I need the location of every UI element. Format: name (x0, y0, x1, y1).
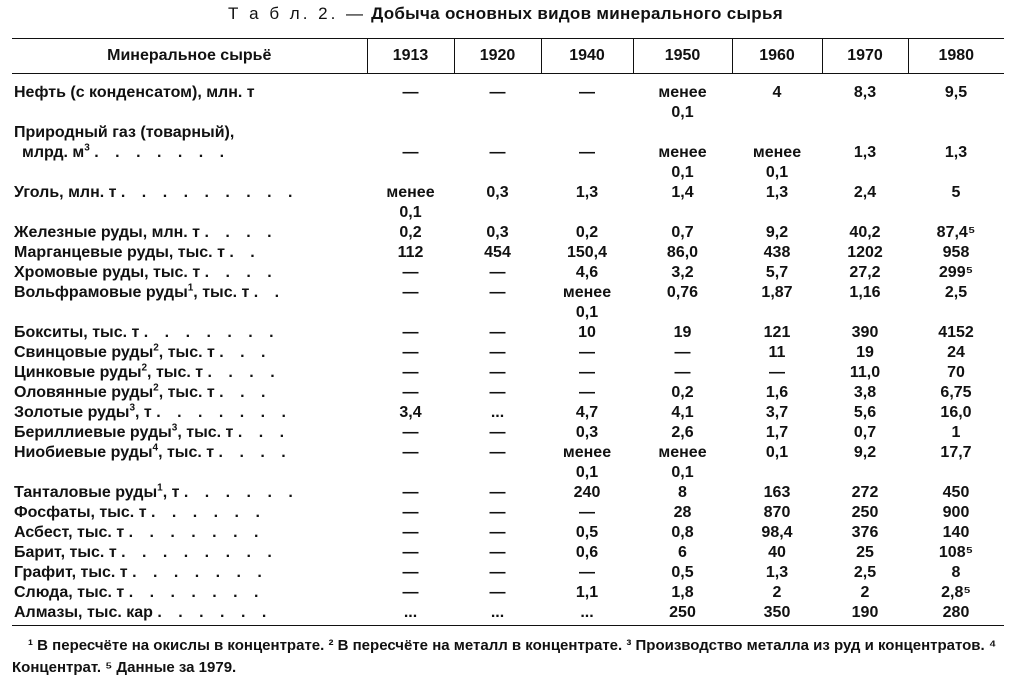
row-label-text: Фосфаты, тыс. т (14, 504, 147, 521)
value-cell: 0,7 (671, 224, 694, 241)
footnote-marker: 3 (129, 402, 136, 414)
table-row (12, 443, 1004, 483)
value-cell: — (402, 484, 419, 501)
value-cell: — (402, 544, 419, 561)
value-cell: 6,75 (940, 384, 972, 401)
value-cell: 6 (678, 544, 687, 561)
leader-dots: . . . (219, 344, 272, 361)
value-cell: — (489, 524, 506, 541)
table-row (12, 483, 1004, 503)
value-cell: менее 0,1 (658, 444, 707, 481)
value-cell: 0,7 (853, 424, 877, 441)
caption-title: Добыча основных видов минерального сырья (371, 4, 783, 23)
row-label-text: Алмазы, тыс. кар (14, 604, 153, 621)
row-label-text: Бокситы, тыс. т (14, 324, 140, 341)
value-cell: 1 (951, 424, 961, 441)
leader-dots: . . . . . . (150, 504, 266, 521)
value-cell: ... (454, 603, 541, 626)
value-cell: 24 (947, 344, 965, 361)
leader-dots: . . . . . . . . . (120, 184, 299, 201)
value-cell: 250 (633, 603, 732, 626)
value-cell: — (402, 284, 419, 301)
leader-dots: . . . . . . . . (121, 544, 278, 561)
value-cell: — (579, 364, 595, 381)
value-cell: 0,8 (671, 524, 694, 541)
value-cell: 870 (763, 504, 791, 521)
row-label-rest: , тыс. т (177, 424, 234, 441)
value-cell: — (402, 444, 419, 461)
value-cell: менее 0,1 (658, 144, 707, 181)
value-cell: — (489, 564, 506, 581)
value-cell: — (674, 344, 691, 361)
column-header: 1980 (908, 39, 1004, 74)
row-label (12, 283, 367, 323)
value-cell: — (489, 544, 506, 561)
row-label-rest: , тыс. т (158, 384, 215, 401)
value-cell: 1,3 (853, 144, 877, 161)
value-cell: 121 (763, 324, 791, 341)
row-label-rest: , т (135, 404, 152, 421)
row-label (12, 423, 367, 443)
value-cell: — (402, 344, 419, 361)
footnote-marker: 1 (187, 282, 194, 294)
value-cell: 0,2 (671, 384, 694, 401)
row-label (12, 583, 367, 603)
value-cell: 19 (673, 324, 692, 341)
row-label-rest: , тыс. т (158, 344, 215, 361)
value-cell: ... (541, 603, 633, 626)
table-row (12, 243, 1004, 263)
footnote-marker: 4 (152, 442, 159, 454)
value-cell: 0,2 (575, 224, 599, 241)
value-cell: 86,0 (666, 244, 699, 261)
value-cell: менее 0,1 (562, 444, 612, 481)
row-label (12, 343, 367, 363)
value-cell: 350 (732, 603, 822, 626)
leader-dots: . . . (219, 384, 272, 401)
row-label: Природный газ (товарный), млрд. $м^3$ . . . . . . . (12, 123, 367, 183)
table-row (12, 123, 1004, 183)
value-cell: 98,4 (761, 524, 793, 541)
column-header: Минеральное сырьё (12, 39, 367, 74)
value-cell: 2,4 (853, 184, 877, 201)
footnote-marker: 3 (84, 142, 90, 154)
table-row (12, 74, 1004, 124)
value-cell: 4 (772, 84, 782, 101)
table-row (12, 523, 1004, 543)
row-label-text: Асбест, тыс. т (14, 524, 125, 541)
value-cell: 250 (851, 504, 879, 521)
row-label (12, 243, 367, 263)
value-cell: 0,5 (575, 524, 599, 541)
value-cell: — (579, 384, 595, 401)
column-header: 1913 (367, 39, 454, 74)
table-row (12, 383, 1004, 403)
value-cell: 438 (763, 244, 791, 261)
value-cell: — (489, 444, 506, 461)
row-label-rest: , тыс. т (158, 444, 215, 461)
leader-dots: . . . . (207, 364, 281, 381)
value-cell: — (674, 364, 691, 381)
value-cell: 28 (673, 504, 692, 521)
value-cell: 190 (822, 603, 908, 626)
row-label-text: Ниобиевые руды (14, 444, 153, 461)
value-cell: 2 (860, 584, 870, 601)
value-cell: — (579, 564, 595, 581)
row-label-text: Оловянные руды (14, 384, 154, 401)
value-cell: 2,8⁵ (941, 584, 971, 601)
value-cell: 280 (908, 603, 1004, 626)
header-row (12, 39, 1004, 74)
value-cell: 0,3 (486, 224, 509, 241)
column-header: 1950 (633, 39, 732, 74)
value-cell: 1,3 (944, 144, 968, 161)
leader-dots: . . . . . . . (94, 144, 231, 161)
value-cell: 272 (851, 484, 879, 501)
table-row (12, 343, 1004, 363)
row-label-text: Свинцовые руды (14, 344, 154, 361)
row-label (12, 503, 367, 523)
leader-dots: . . (253, 284, 286, 301)
mineral-production-table (12, 38, 1004, 626)
value-cell: 0,6 (575, 544, 599, 561)
row-label (12, 563, 367, 583)
value-cell: 0,76 (666, 284, 699, 301)
value-cell: менее 0,1 (752, 144, 802, 181)
value-cell: 3,7 (765, 404, 789, 421)
value-cell: — (579, 504, 595, 521)
footnote-marker: 3 (171, 422, 178, 434)
value-cell: 8 (678, 484, 687, 501)
row-label (12, 263, 367, 283)
value-cell: 40,2 (849, 224, 881, 241)
table-row (12, 583, 1004, 603)
table-body (12, 74, 1004, 626)
footnote-marker: 1 (157, 482, 163, 494)
row-label (12, 363, 367, 383)
value-cell: ... (490, 404, 505, 421)
value-cell: 11 (768, 344, 786, 361)
value-cell: 958 (942, 244, 970, 261)
value-cell: 16,0 (940, 404, 972, 421)
value-cell: — (489, 264, 506, 281)
value-cell: — (579, 144, 595, 161)
value-cell: 1,16 (849, 284, 881, 301)
value-cell: — (769, 364, 785, 381)
row-label-text: Вольфрамовые руды (14, 284, 188, 301)
row-label-text: Барит, тыс. т (14, 544, 117, 561)
value-cell: 2,5 (853, 564, 877, 581)
value-cell: 19 (856, 344, 874, 361)
value-cell: 8,3 (853, 84, 877, 101)
value-cell: 140 (942, 524, 970, 541)
value-cell: 0,1 (765, 444, 789, 461)
value-cell: 9,2 (853, 444, 877, 461)
value-cell: 454 (484, 244, 511, 261)
value-cell: 1,6 (765, 384, 789, 401)
caption-prefix: Т а б л. 2. — (228, 4, 367, 23)
value-cell: — (579, 84, 595, 101)
value-cell: 150,4 (566, 244, 608, 261)
value-cell: 4,7 (575, 404, 599, 421)
value-cell: 5 (951, 184, 961, 201)
leader-dots: . . . . . . . (128, 584, 265, 601)
table-row (12, 403, 1004, 423)
row-label (12, 543, 367, 563)
value-cell: — (579, 344, 595, 361)
value-cell: 3,4 (399, 404, 422, 421)
table-row (12, 263, 1004, 283)
footnote-marker: 2 (153, 342, 159, 354)
value-cell: 1,3 (765, 184, 789, 201)
value-cell: менее 0,1 (562, 284, 612, 321)
row-label-text: Цинковые руды (14, 364, 142, 381)
row-label (12, 383, 367, 403)
leader-dots: . . . (237, 424, 291, 441)
value-cell: 163 (763, 484, 791, 501)
row-label-text: Нефть (с конденсатом), млн. т (14, 84, 255, 101)
value-cell: — (489, 324, 506, 341)
value-cell: — (402, 584, 419, 601)
value-cell: менее 0,1 (658, 84, 707, 121)
row-label-text: Слюда, тыс. т (14, 584, 125, 601)
row-label-text: Природный газ (товарный), (14, 124, 235, 141)
value-cell: 40 (768, 544, 786, 561)
value-cell: 11,0 (849, 364, 881, 381)
footnote-marker: 2 (153, 382, 159, 394)
value-cell: — (489, 504, 506, 521)
value-cell: 1,3 (575, 184, 599, 201)
value-cell: 450 (942, 484, 970, 501)
column-header: 1970 (822, 39, 908, 74)
leader-dots: . . (229, 244, 261, 261)
value-cell: 112 (397, 244, 424, 261)
value-cell: 2,6 (671, 424, 694, 441)
value-cell: — (402, 384, 419, 401)
leader-dots: . . . . . . . (156, 404, 292, 421)
table-row (12, 363, 1004, 383)
row-label-text: Хромовые руды, тыс. т (14, 264, 201, 281)
leader-dots: . . . . . . . (128, 524, 265, 541)
value-cell: 27,2 (849, 264, 881, 281)
row-label-text: Марганцевые руды, тыс. т (14, 244, 225, 261)
value-cell: 5,6 (853, 404, 877, 421)
table-caption (0, 4, 1011, 24)
leader-dots: . . . . . . (183, 484, 299, 501)
row-label (12, 523, 367, 543)
leader-dots: . . . . (204, 264, 278, 281)
value-cell: 3,8 (853, 384, 877, 401)
column-header: 1920 (454, 39, 541, 74)
value-cell: 1,4 (671, 184, 694, 201)
table-row (12, 323, 1004, 343)
value-cell: 376 (851, 524, 879, 541)
value-cell: 9,5 (944, 84, 968, 101)
value-cell: 1,87 (761, 284, 793, 301)
value-cell: — (402, 504, 419, 521)
value-cell: 4152 (938, 324, 974, 341)
value-cell: 108⁵ (938, 544, 974, 561)
value-cell: 299⁵ (938, 264, 974, 281)
table-row (12, 503, 1004, 523)
row-label-text: Железные руды, млн. т (14, 224, 200, 241)
row-label-rest: , т (162, 484, 180, 501)
value-cell: — (402, 324, 419, 341)
value-cell: — (489, 364, 506, 381)
row-label (12, 483, 367, 503)
table-row (12, 563, 1004, 583)
column-header: 1940 (541, 39, 633, 74)
value-cell: 0,5 (671, 564, 694, 581)
value-cell: 390 (851, 324, 879, 341)
value-cell: 8 (951, 564, 961, 581)
value-cell: 1,3 (765, 564, 789, 581)
value-cell: — (489, 484, 506, 501)
row-label (12, 323, 367, 343)
row-label-rest: , тыс. т (147, 364, 204, 381)
value-cell: 0,2 (399, 224, 422, 241)
value-cell: 1202 (847, 244, 883, 261)
value-cell: — (489, 584, 506, 601)
value-cell: — (489, 384, 506, 401)
value-cell: 900 (942, 504, 970, 521)
table-row (12, 603, 1004, 626)
value-cell: — (489, 144, 506, 161)
table-row (12, 283, 1004, 323)
row-label-text: Танталовые руды (14, 484, 158, 501)
value-cell: 17,7 (940, 444, 972, 461)
value-cell: 87,4⁵ (936, 224, 976, 241)
row-label (12, 223, 367, 243)
row-label (12, 74, 367, 124)
row-label (12, 443, 367, 483)
value-cell: 240 (573, 484, 601, 501)
value-cell: 9,2 (765, 224, 789, 241)
leader-dots: . . . . . . . (143, 324, 280, 341)
value-cell: — (402, 364, 419, 381)
value-cell: — (489, 424, 506, 441)
table-row (12, 223, 1004, 243)
row-label (12, 183, 367, 223)
value-cell: — (402, 564, 419, 581)
value-cell: 2,5 (944, 284, 968, 301)
row-label (12, 403, 367, 423)
value-cell: — (402, 144, 419, 161)
value-cell: 0,3 (486, 184, 509, 201)
row-label-rest: , тыс. т (193, 284, 250, 301)
value-cell: 4,6 (575, 264, 599, 281)
value-cell: — (489, 284, 506, 301)
leader-dots: . . . . . . (157, 604, 273, 621)
table-row (12, 423, 1004, 443)
leader-dots: . . . . . . . (132, 564, 268, 581)
value-cell: 0,3 (575, 424, 599, 441)
row-label-text: Золотые руды (14, 404, 130, 421)
value-cell: 4,1 (671, 404, 694, 421)
value-cell: 70 (947, 364, 965, 381)
value-cell: 1,8 (671, 584, 694, 601)
value-cell: — (489, 344, 506, 361)
row-label-text: Уголь, млн. т (14, 184, 117, 201)
value-cell: — (402, 264, 419, 281)
value-cell: — (402, 424, 419, 441)
value-cell: 1,7 (765, 424, 789, 441)
leader-dots: . . . . (218, 444, 292, 461)
row-label (12, 603, 367, 626)
footnotes: ¹ В пересчёте на окислы в концентрате. ² В пересчёте на металл в концентрате. ³ Производство металла из руд и концентратов. ⁴ Концентрат. ⁵ Данные за 1979. (12, 637, 997, 676)
row-label-text: Графит, тыс. т (14, 564, 128, 581)
value-cell: 3,2 (671, 264, 694, 281)
value-cell: — (489, 84, 506, 101)
value-cell: ... (367, 603, 454, 626)
value-cell: 1,1 (575, 584, 599, 601)
table-row (12, 543, 1004, 563)
footnote-marker: 2 (141, 362, 148, 374)
value-cell: 25 (856, 544, 874, 561)
value-cell: 10 (578, 324, 596, 341)
value-cell: — (402, 84, 419, 101)
table-row (12, 183, 1004, 223)
value-cell: — (402, 524, 419, 541)
value-cell: 5,7 (765, 264, 789, 281)
value-cell: менее 0,1 (386, 184, 435, 221)
column-header: 1960 (732, 39, 822, 74)
row-label-text: Бериллиевые руды (14, 424, 172, 441)
value-cell: 2 (772, 584, 782, 601)
leader-dots: . . . . (204, 224, 278, 241)
